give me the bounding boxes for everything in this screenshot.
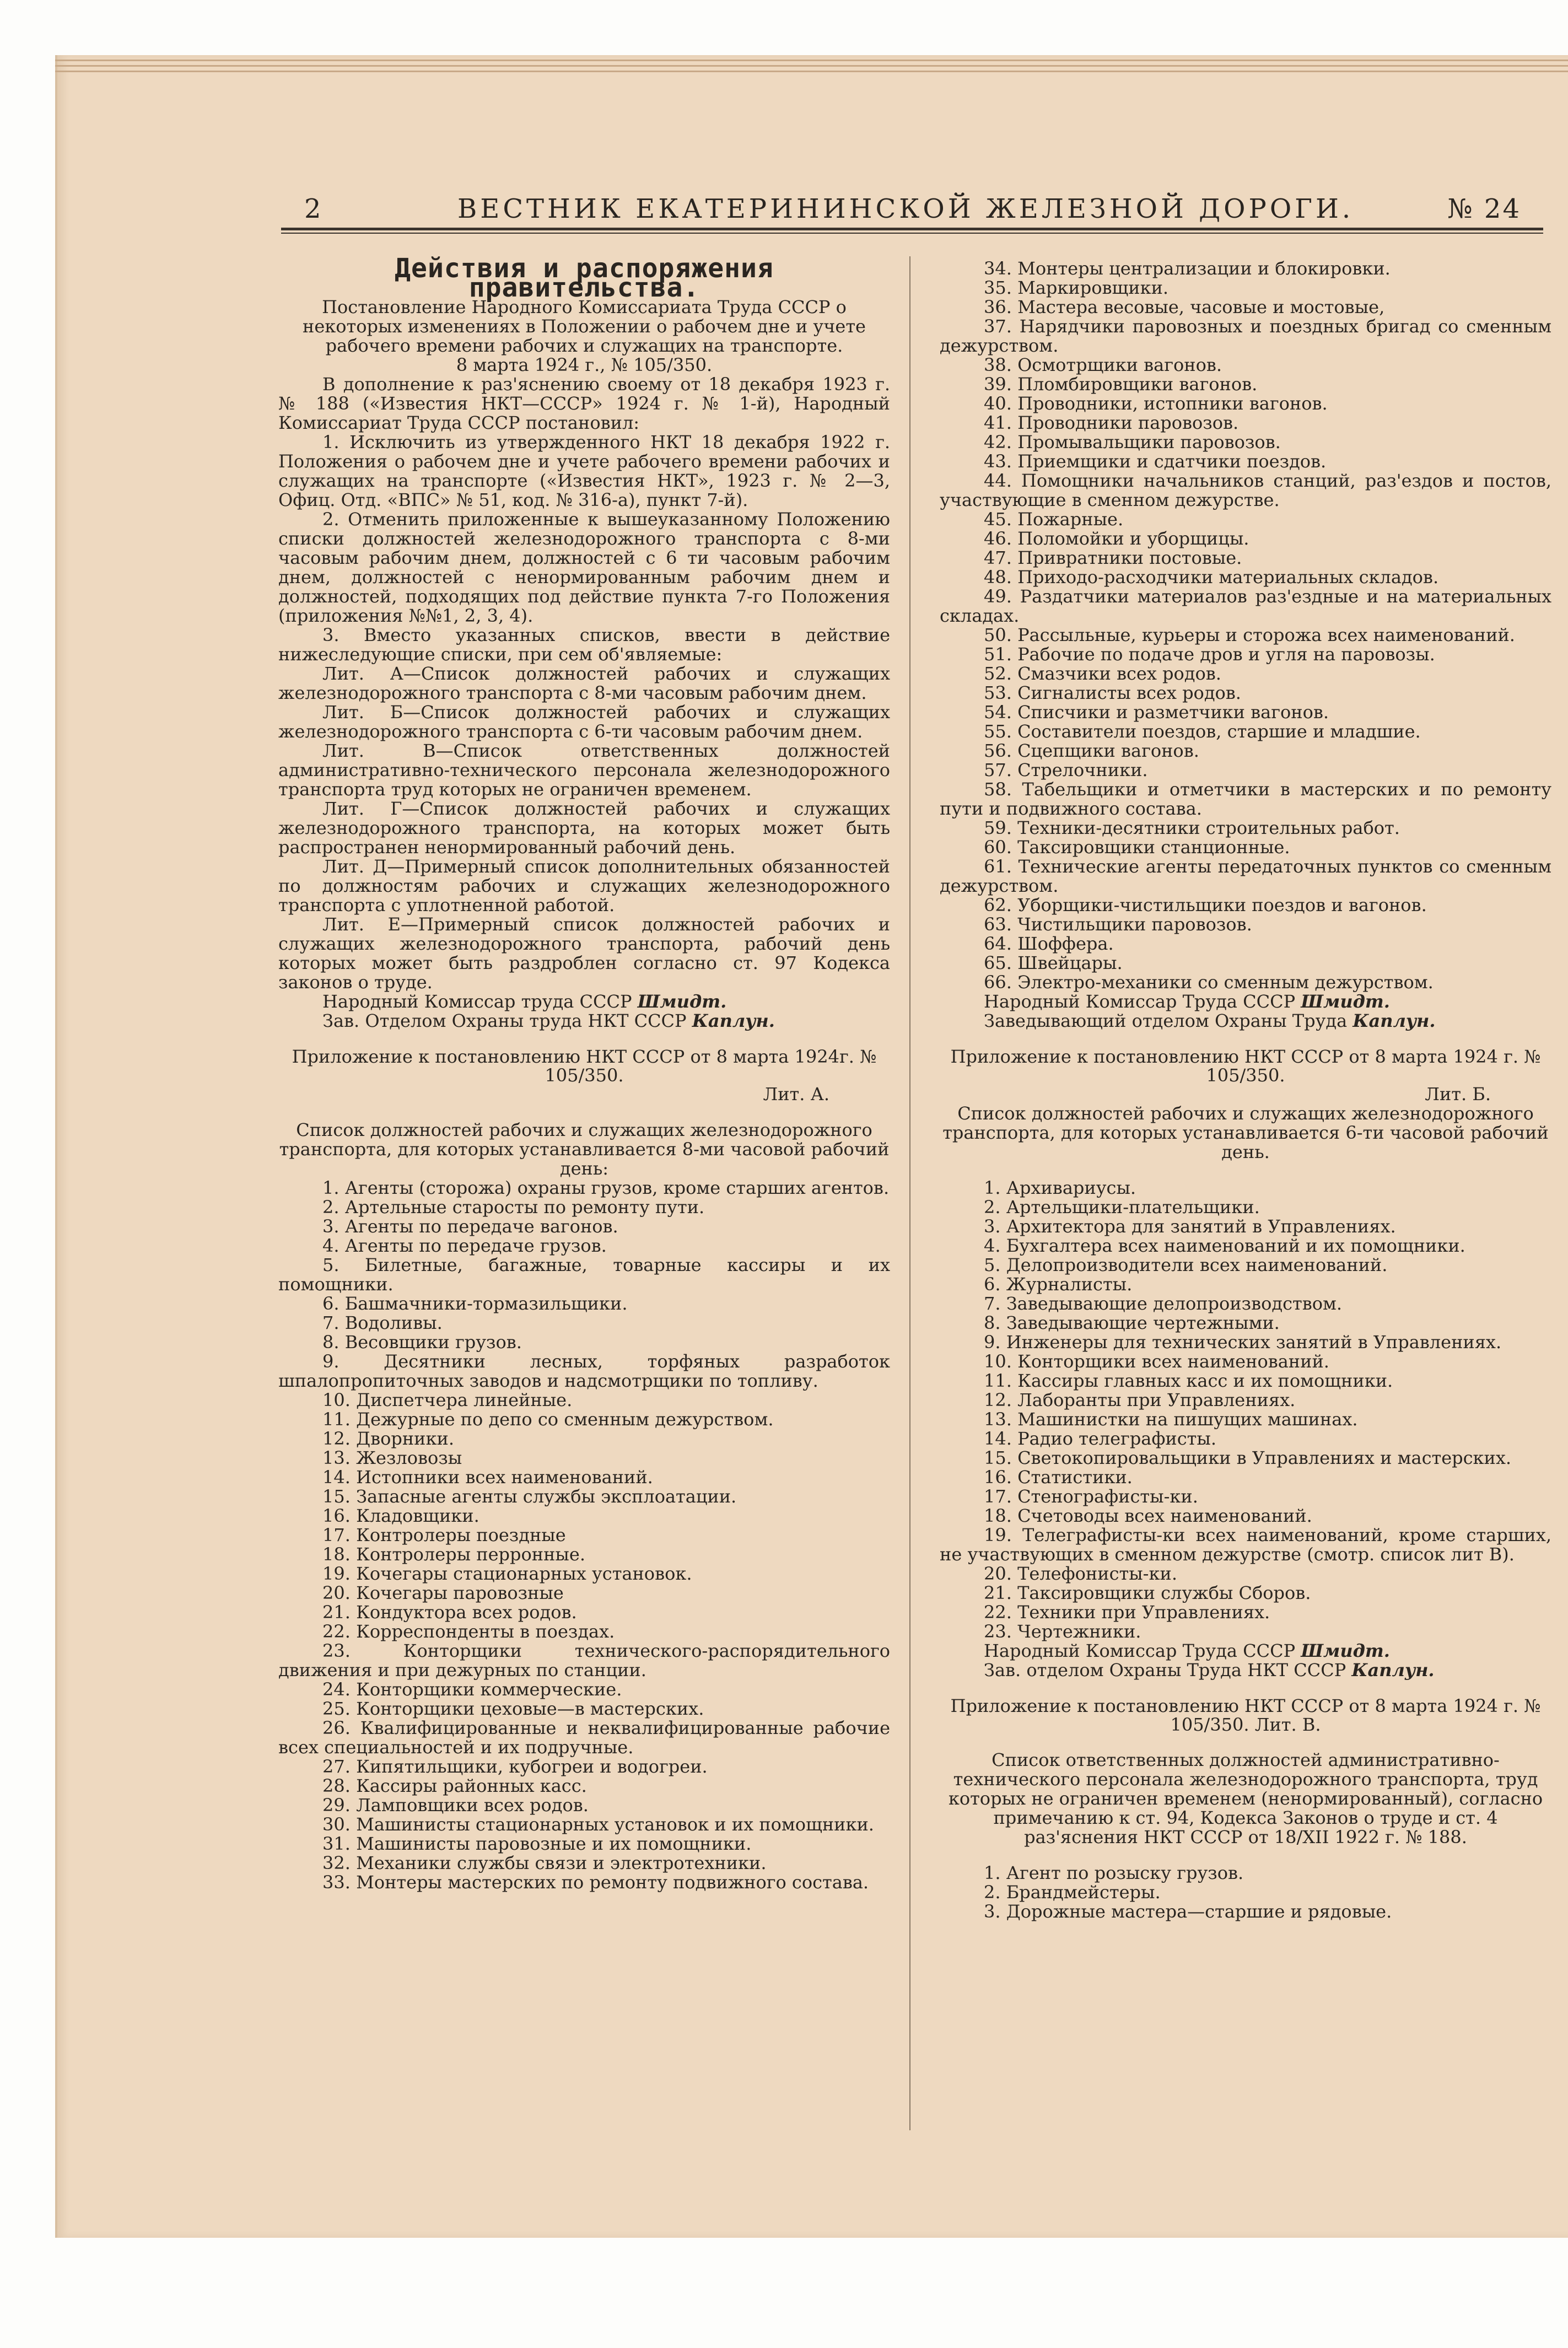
list-item: 58. Табельщики и отметчики в мастерских и по ремонту пути и подвижного состава. [940,779,1551,819]
list-item: 17. Стенографисты-ки. [984,1486,1198,1507]
page-number: 2 [304,193,323,224]
list-item: 10. Конторщики всех наименований. [984,1351,1329,1372]
list-item: 4. Бухгалтера всех наименований и их помощники. [984,1235,1465,1256]
appendix-note: Приложение к постановлению НКТ СССР от 8 марта 1924 г. № 105/350. [950,1046,1541,1086]
list-title: Список должностей рабочих и служащих железнодорожного транспорта, для которых устанавливается 6-ти часовой рабочий день. [942,1103,1549,1162]
list-item: 1. Агент по розыску грузов. [984,1862,1244,1883]
list-item: 7. Заведывающие делопроизводством. [984,1293,1343,1314]
signature-title: Народный Комиссар труда СССР [322,991,632,1012]
signature [940,1011,1551,1031]
list-item: 25. Конторщики цеховые—в мастерских. [322,1698,704,1719]
list-item: 7. Водоливы. [322,1312,443,1333]
signature-title: Заведывающий отделом Охраны Труда [984,1010,1348,1031]
list-item: 51. Рабочие по подаче дров и угля на паровозы. [984,644,1435,665]
list-item: 66. Электро-механики со сменным дежурством. [984,972,1434,993]
paragraph: Лит. Г—Список должностей рабочих и служащих железнодорожного транспорта, на которых может быть распространен ненормированный рабочий день. [278,798,890,858]
list-item: 44. Помощники начальников станций, раз'ездов и постов, участвующие в сменном дежурстве. [940,470,1551,510]
list-item: 5. Делопроизводители всех наименований. [984,1254,1388,1275]
lit-label: Лит. А. [763,1084,829,1105]
list-item: 31. Машинисты паровозные и их помощники. [322,1833,752,1854]
list-item: 17. Контролеры поездные [322,1525,566,1545]
list-item: 43. Приемщики и сдатчики поездов. [984,451,1327,472]
list-item: 20. Телефонисты-ки. [984,1563,1177,1584]
position-list-b [940,1178,1551,1641]
list-item: 21. Таксировщики службы Сборов. [984,1582,1311,1603]
signature [278,992,890,1011]
list-item: 45. Пожарные. [984,509,1124,530]
list-item: 22. Техники при Управлениях. [984,1602,1270,1623]
list-item: 10. Диспетчера линейные. [322,1390,573,1410]
paragraph: Лит. В—Список ответственных должностей административно-технического персонала железнодорожного транспорта труд которых не ограничен временем. [278,740,890,800]
signature-name: Шмидт. [1301,1640,1390,1661]
list-item: 42. Промывальщики паровозов. [984,432,1281,453]
signature-title: Народный Комиссар Труда СССР [984,991,1296,1012]
list-item: 8. Весовщики грузов. [322,1332,522,1353]
list-item: 57. Стрелочники. [984,760,1148,780]
paragraph: Лит. Е—Примерный список должностей рабочих и служащих железнодорожного транспорта, рабочий день которых может быть раздроблен согласно ст. 97 Кодекса законов о труде. [278,914,890,993]
right-column [940,259,1551,1921]
list-item: 40. Проводники, истопники вагонов. [984,393,1328,414]
list-item: 3. Дорожные мастера—старшие и рядовые. [984,1901,1392,1922]
list-item: 9. Десятники лесных, торфяных разработок шпалопропиточных заводов и надсмотрщики по топливу. [278,1351,890,1391]
left-column [278,253,890,1893]
list-item: 56. Сцепщики вагонов. [984,740,1199,761]
list-item: 11. Дежурные по депо со сменным дежурством. [322,1409,774,1430]
appendix-note: Приложение к постановлению НКТ СССР от 8 марта 1924 г. № 105/350. Лит. В. [950,1695,1541,1735]
signature-name: Каплун. [1351,1660,1435,1681]
appendix-note: Приложение к постановлению НКТ СССР от 8 марта 1924г. № 105/350. [292,1046,877,1086]
list-item: 55. Составители поездов, старшие и младшие. [984,721,1421,742]
list-item: 54. Списчики и разметчики вагонов. [984,702,1329,723]
list-item: 27. Кипятильщики, кубогреи и водогреи. [322,1756,708,1777]
list-item: 20. Кочегары паровозные [322,1582,564,1603]
signature-title: Зав. отделом Охраны Труда НКТ СССР [984,1660,1346,1681]
list-item: 53. Сигналисты всех родов. [984,682,1241,703]
list-item: 33. Монтеры мастерских по ремонту подвижного состава. [322,1872,869,1893]
signature [940,1661,1551,1680]
signature-name: Шмидт. [637,991,727,1012]
signature [940,992,1551,1011]
list-item: 49. Раздатчики материалов раз'ездные и на материальных складах. [940,586,1551,626]
signature-name: Каплун. [692,1010,775,1031]
masthead-rule [281,228,1543,230]
list-item: 8. Заведывающие чертежными. [984,1312,1280,1333]
list-item: 37. Нарядчики паровозных и поездных бригад со сменным дежурством. [940,316,1551,356]
list-item: 28. Кассиры районных касс. [322,1775,587,1796]
decree-title: Постановление Народного Комиссариата Труда СССР о некоторых изменениях в Положении о рабочем дне и учете рабочего времени рабочих и служащих на транспорте. [303,297,866,356]
list-item: 12. Лаборанты при Управлениях. [984,1390,1296,1410]
list-item: 18. Контролеры перронные. [322,1544,585,1565]
list-item: 18. Счетоводы всех наименований. [984,1505,1312,1526]
paragraph: Лит. Д—Примерный список дополнительных обязанностей по должностям рабочих и служащих железнодорожного транспорта с уплотненной работой. [278,856,890,915]
lit-label: Лит. Б. [1425,1084,1491,1105]
signature [940,1641,1551,1661]
list-item: 4. Агенты по передаче грузов. [322,1235,607,1256]
list-item: 16. Статистики. [984,1467,1133,1488]
list-item: 41. Проводники паровозов. [984,412,1239,433]
list-item: 35. Маркировщики. [984,277,1169,298]
list-item: 12. Дворники. [322,1428,454,1449]
list-item: 23. Конторщики технического-распорядительного движения и при дежурных по станции. [278,1640,890,1681]
list-item: 15. Запасные агенты службы эксплоатации. [322,1486,737,1507]
position-list [278,1178,890,1892]
list-item: 34. Монтеры централизации и блокировки. [984,258,1391,279]
list-item: 48. Приходо-расходчики материальных складов. [984,567,1439,588]
list-item: 60. Таксировщики станционные. [984,837,1290,858]
list-item: 46. Поломойки и уборщицы. [984,528,1249,549]
list-item: 64. Шоффера. [984,933,1114,954]
list-item: 19. Кочегары стационарных установок. [322,1563,692,1584]
signature-title: Зав. Отделом Охраны труда НКТ СССР [322,1010,687,1031]
list-title: Список ответственных должностей административно-технического персонала железнодорожного транспорта, труд которых не ограничен временем (ненормированный), согласно примечанию к ст. 94, Кодекса Законов о труде и ст. 4 раз'яснения НКТ СССР от 18/XII 1922 г. № 188. [948,1749,1543,1848]
list-item: 30. Машинисты стационарных установок и их помощники. [322,1814,874,1835]
list-item: 6. Башмачники-тормазильщики. [322,1293,628,1314]
paragraph: 3. Вместо указанных списков, ввести в действие нижеследующие списки, при сем об'являемые: [278,624,890,665]
list-item: 47. Привратники постовые. [984,547,1242,568]
page-edge [55,71,1568,72]
list-item: 6. Журналисты. [984,1274,1133,1295]
list-item: 14. Истопники всех наименований. [322,1467,653,1488]
list-item: 23. Чертежники. [984,1621,1141,1642]
list-item: 36. Мастера весовые, часовые и мостовые, [984,297,1385,317]
list-title: Список должностей рабочих и служащих железнодорожного транспорта, для которых устанавливается 8-ми часовой рабочий день: [279,1119,890,1179]
list-item: 22. Корреспонденты в поездах. [322,1621,615,1642]
list-item: 13. Машинистки на пишущих машинах. [984,1409,1358,1430]
list-item: 21. Кондуктора всех родов. [322,1602,577,1623]
list-item: 61. Технические агенты передаточных пунктов со сменным дежурством. [940,856,1551,896]
paragraph: 1. Исключить из утвержденного НКТ 18 декабря 1922 г. Положения о рабочем дне и учете рабочего времени рабочих и служащих на транспорте («Известия НКТ», 1923 г. № 2—3, Офиц. Отд. «ВПС» № 51, код. № 316-а), пункт 7-й). [278,432,890,510]
paragraph: В дополнение к раз'яснению своему от 18 декабря 1923 г. № 188 («Известия НКТ—СССР» 1924 г. № 1-й), Народный Комиссариат Труда СССР постановил: [278,374,890,433]
list-item: 59. Техники-десятники строительных работ. [984,817,1400,838]
signature-title: Народный Комиссар Труда СССР [984,1640,1296,1661]
list-item: 38. Осмотрщики вагонов. [984,354,1222,375]
list-item: 2. Артельщики-плательщики. [984,1197,1260,1218]
signature [278,1011,890,1031]
list-item: 50. Рассыльные, курьеры и сторожа всех наименований. [984,624,1515,645]
list-item: 11. Кассиры главных касс и их помощники. [984,1370,1393,1391]
masthead-rule-thin [281,233,1543,234]
list-item: 62. Уборщики-чистильщики поездов и вагонов. [984,895,1427,915]
list-item: 1. Архивариусы. [984,1177,1136,1198]
list-item: 3. Агенты по передаче вагонов. [322,1216,618,1237]
list-item: 29. Ламповщики всех родов. [322,1795,589,1816]
signature-name: Каплун. [1353,1010,1436,1031]
paragraph: Лит. Б—Список должностей рабочих и служащих железнодорожного транспорта с 6-ти часовым рабочим днем. [278,702,890,742]
list-item: 39. Пломбировщики вагонов. [984,374,1258,395]
paragraph: Лит. А—Список должностей рабочих и служащих железнодорожного транспорта с 8-ми часовым рабочим днем. [278,663,890,703]
position-list-continued [940,259,1551,992]
issue-number: № 24 [1447,193,1521,224]
page-edge [55,60,1568,61]
list-item: 32. Механики службы связи и электротехники. [322,1852,767,1873]
list-item: 13. Жезловозы [322,1447,462,1468]
list-item: 52. Смазчики всех родов. [984,663,1221,684]
signature-name: Шмидт. [1301,991,1390,1012]
list-item: 2. Брандмейстеры. [984,1882,1161,1903]
decree-date: 8 марта 1924 г., № 105/350. [456,354,713,375]
column-separator [909,256,910,2130]
list-item: 1. Агенты (сторожа) охраны грузов, кроме старших агентов. [322,1177,890,1198]
list-item: 3. Архитектора для занятий в Управлениях. [984,1216,1396,1237]
masthead [281,190,1543,229]
list-item: 24. Конторщики коммерческие. [322,1679,622,1700]
list-item: 9. Инженеры для технических занятий в Управлениях. [984,1332,1502,1353]
section-heading: Действия и распоряжения правительства. [395,253,774,303]
paragraph: 2. Отменить приложенные к вышеуказанному Положению списки должностей железнодорожного транспорта с 8-ми часовым рабочим днем, должностей с 6 ти часовым рабочим днем, должностей с ненормированным рабочим днем и должностей, подходящих под действие пункта 7-го Положения (приложения №№1, 2, 3, 4). [278,509,890,626]
list-item: 16. Кладовщики. [322,1505,479,1526]
list-item: 26. Квалифицированные и неквалифицированные рабочие всех специальностей и их подручные. [278,1717,890,1758]
list-item: 65. Швейцары. [984,952,1123,973]
list-item: 2. Артельные старосты по ремонту пути. [322,1197,705,1218]
list-item: 5. Билетные, багажные, товарные кассиры и их помощники. [278,1254,890,1295]
list-item: 19. Телеграфисты-ки всех наименований, кроме старших, не участвующих в сменном дежурстве (смотр. список лит В). [940,1525,1551,1565]
newspaper-title: ВЕСТНИК ЕКАТЕРИНИНСКОЙ ЖЕЛЕЗНОЙ ДОРОГИ. [457,193,1354,224]
page-edge [55,65,1568,67]
list-item: 15. Светокопировальщики в Управлениях и мастерских. [984,1447,1512,1468]
list-item: 14. Радио телеграфисты. [984,1428,1217,1449]
position-list-v [940,1864,1551,1921]
list-item: 63. Чистильщики паровозов. [984,914,1252,935]
